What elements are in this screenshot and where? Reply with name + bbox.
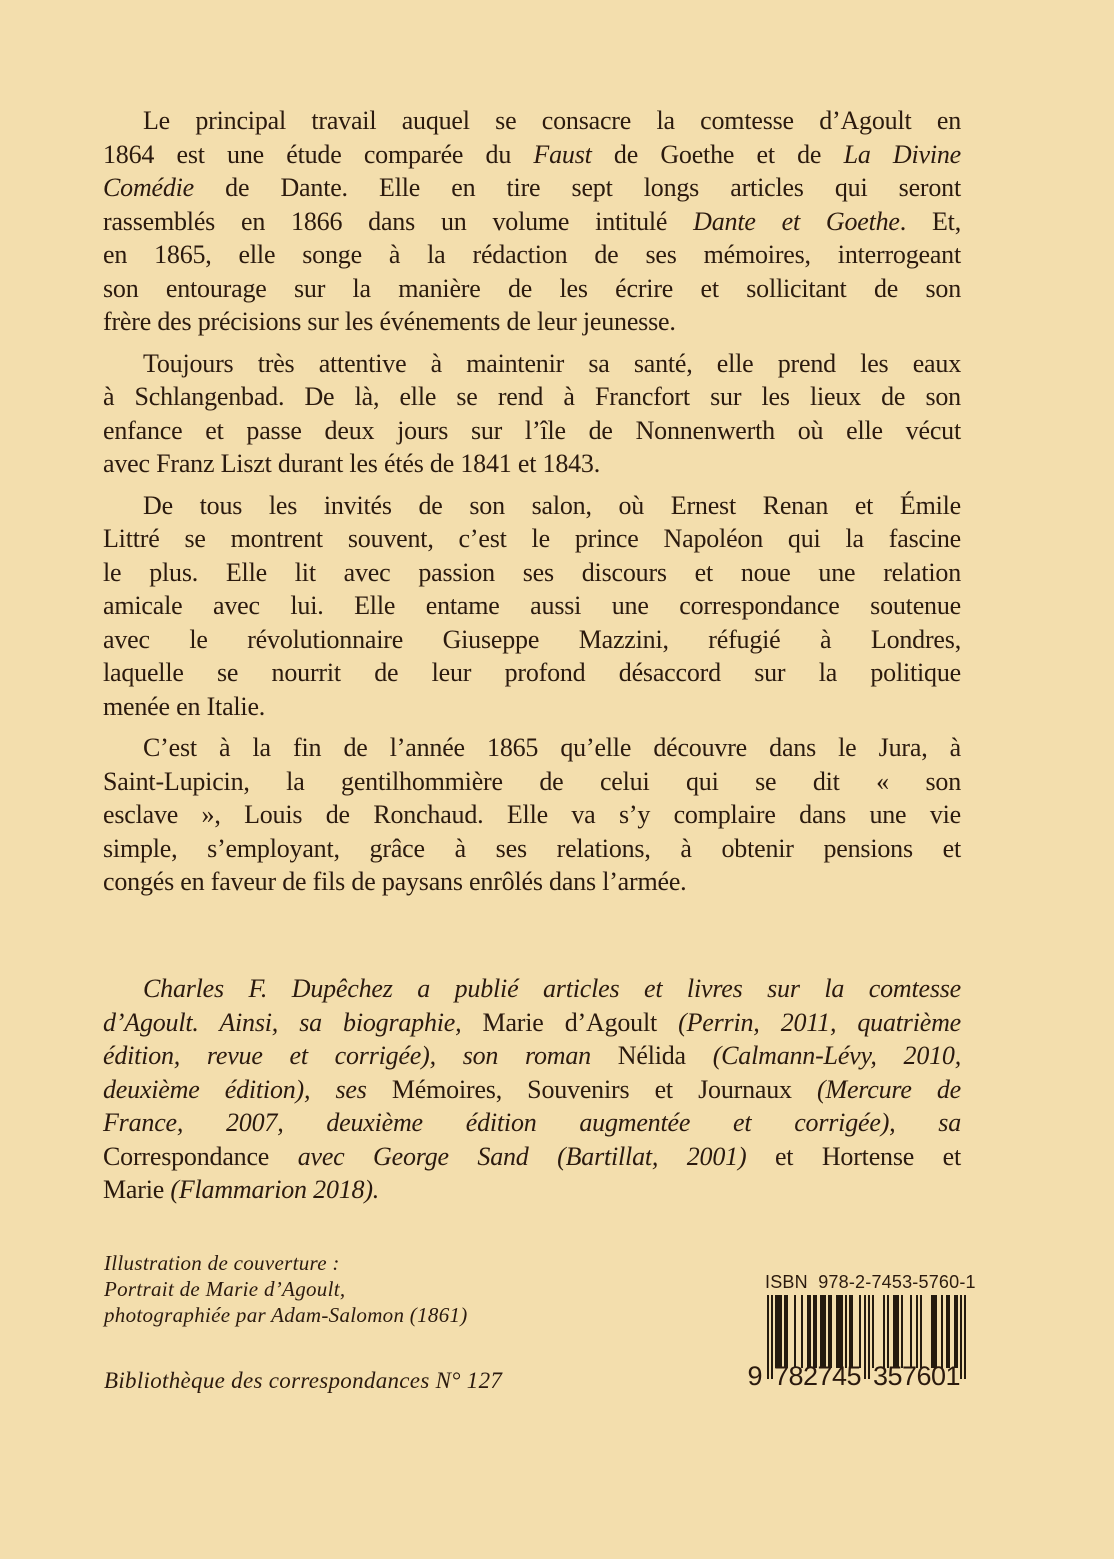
text-line — [103, 765, 961, 799]
credit-line: Portrait de Marie d’Agoult, — [104, 1277, 346, 1301]
text-run: (Perrin, 2011, quatrième — [678, 1007, 961, 1037]
text-line — [103, 414, 961, 448]
barcode-bar — [931, 1295, 937, 1368]
paragraph — [103, 972, 961, 1207]
text-line — [103, 305, 961, 339]
barcode-bar — [801, 1295, 803, 1368]
text-run: en 1865, elle songe à la rédaction de ses mémoires, interrogeant — [103, 240, 961, 269]
collection-series-line: Bibliothèque des correspondances N° 127 — [104, 1368, 503, 1393]
barcode-bar — [767, 1295, 769, 1379]
text-run: enfance et passe deux jours sur l’île de Nonnenwerth où elle vécut — [103, 415, 961, 445]
text-run: (Calmann-Lévy, 2010, — [712, 1041, 962, 1070]
text-run: Nélida — [617, 1041, 713, 1070]
text-run: d’Agoult. Ainsi, sa biographie, — [103, 1007, 483, 1037]
text-run: son entourage sur la manière de les écrire et sollicitant de son — [103, 273, 961, 303]
text-run: à Schlangenbad. De là, elle se rend à Francfort sur les lieux de son — [103, 382, 961, 411]
text-line — [103, 1006, 961, 1040]
barcode-digits-right: 357601 — [872, 1361, 961, 1391]
text-run: Le principal travail auquel se consacre la comtesse d’Agoult en — [143, 106, 961, 135]
credit-line: Illustration de couverture : — [104, 1251, 340, 1275]
text-line — [103, 447, 961, 481]
text-run: C’est à la fin de l’année 1865 qu’elle découvre dans le Jura, à — [143, 733, 961, 762]
text-run: frère des précisions sur les événements de leur jeunesse. — [103, 307, 676, 336]
barcode-bar — [836, 1295, 842, 1368]
text-run: France, 2007, deuxième édition augmentée et corrigée), sa — [103, 1108, 961, 1137]
text-line — [103, 272, 961, 306]
barcode-bar — [883, 1295, 885, 1368]
cover-illustration-credit — [104, 1250, 468, 1328]
barcode-bar — [828, 1295, 832, 1368]
barcode-bar — [887, 1295, 889, 1368]
isbn-label: ISBN 978-2-7453-5760-1 — [765, 1272, 976, 1292]
barcode-bar — [893, 1295, 899, 1368]
text-run: laquelle se nourrit de leur profond désaccord sur la politique — [103, 658, 961, 687]
text-run: Dante et Goethe — [693, 206, 900, 236]
text-run: Saint-Lupicin, la gentilhommière de celui qui se dit « son — [103, 766, 961, 796]
barcode-bar — [859, 1295, 861, 1368]
text-line — [103, 623, 961, 657]
barcode-digits-left: 782745 — [773, 1361, 862, 1391]
text-line — [103, 731, 961, 765]
text-line — [103, 1106, 961, 1140]
text-line — [103, 832, 961, 866]
barcode-bar — [820, 1295, 826, 1368]
text-run: congés en faveur de fils de paysans enrôlés dans l’armée. — [103, 867, 687, 896]
text-line — [103, 380, 961, 414]
text-run: Comédie — [103, 173, 195, 202]
barcode-digit-lead: 9 — [747, 1361, 762, 1391]
text-run: De tous les invités de son salon, où Ernest Renan et Émile — [143, 490, 961, 520]
text-run: Charles F. Dupêchez a publié articles et livres sur la comtesse — [143, 974, 961, 1003]
barcode-bar — [794, 1295, 796, 1368]
text-run: simple, s’employant, grâce à ses relations, à obtenir pensions et — [103, 833, 961, 863]
text-run: édition, revue et corrigée), son roman — [103, 1041, 618, 1070]
text-line — [103, 1173, 961, 1207]
text-line — [103, 589, 961, 623]
text-run: 1864 est une étude comparée du — [103, 139, 534, 169]
text-run: et Hortense et — [774, 1141, 961, 1171]
barcode-bar — [807, 1295, 811, 1368]
text-line — [103, 171, 961, 205]
text-line — [103, 522, 961, 556]
barcode-bar — [813, 1295, 817, 1368]
barcode-bar — [775, 1295, 781, 1368]
text-line — [103, 1073, 961, 1107]
barcode-bar — [964, 1295, 966, 1379]
barcode-bar — [910, 1295, 912, 1368]
barcode-bar — [916, 1295, 918, 1368]
barcode-bar — [864, 1295, 866, 1379]
text-line — [103, 690, 961, 724]
text-line — [103, 138, 961, 172]
text-line — [103, 489, 961, 523]
text-run: Marie — [103, 1175, 171, 1204]
paragraph — [103, 347, 961, 481]
text-line — [103, 205, 961, 239]
text-line — [103, 104, 961, 138]
credit-line: photographiée par Adam-Salomon (1861) — [104, 1303, 468, 1327]
text-run: rassemblés en 1866 dans un volume intitulé — [103, 206, 694, 236]
text-run: (Flammarion 2018). — [170, 1175, 380, 1204]
barcode-bar — [872, 1295, 874, 1368]
text-run: (Mercure de — [817, 1074, 961, 1104]
paragraph — [103, 104, 961, 339]
text-run: de Dante. Elle en tire sept longs articles qui seront — [194, 173, 961, 202]
text-line — [103, 656, 961, 690]
text-run: deuxième édition), ses — [103, 1074, 392, 1104]
text-line — [103, 238, 961, 272]
text-run: esclave », Louis de Ronchaud. Elle va s’y complaire dans une vie — [103, 800, 961, 829]
text-run: La Divine — [843, 139, 962, 169]
text-line — [103, 865, 961, 899]
synopsis-text — [103, 104, 961, 907]
author-bio — [103, 972, 961, 1215]
text-line — [103, 347, 961, 381]
barcode-bar — [920, 1295, 922, 1368]
barcode-bar — [901, 1295, 903, 1368]
barcode-bar — [954, 1295, 958, 1368]
text-run: Faust — [533, 139, 592, 169]
barcode-bar — [784, 1295, 788, 1368]
text-run: Marie d’Agoult — [482, 1007, 679, 1037]
text-run: Correspondance — [103, 1141, 298, 1171]
text-run: avec le révolutionnaire Giuseppe Mazzini, réfugié à Londres, — [103, 624, 961, 654]
text-run: menée en Italie. — [103, 691, 266, 721]
text-run: . Et, — [899, 206, 962, 236]
barcode-bar — [868, 1295, 870, 1379]
barcode-bar — [946, 1295, 950, 1368]
text-line — [103, 1039, 961, 1073]
barcode-bar — [849, 1295, 853, 1368]
text-run: avec Franz Liszt durant les étés de 1841 et 1843. — [103, 449, 601, 478]
text-line — [103, 556, 961, 590]
text-run: amicale avec lui. Elle entame aussi une correspondance soutenue — [103, 591, 961, 620]
text-run: avec George Sand (Bartillat, 2001) — [297, 1141, 775, 1171]
text-line — [103, 798, 961, 832]
paragraph — [103, 731, 961, 899]
text-line — [103, 1140, 961, 1174]
text-run: Toujours très attentive à maintenir sa santé, elle prend les eaux — [143, 348, 961, 378]
text-run: Mémoires, Souvenirs et Journaux — [391, 1074, 818, 1104]
text-line — [103, 972, 961, 1006]
barcode-bar — [845, 1295, 847, 1368]
paragraph — [103, 489, 961, 724]
text-run: Littré se montrent souvent, c’est le prince Napoléon qui la fascine — [103, 524, 961, 553]
barcode-bar — [941, 1295, 943, 1368]
text-run: de Goethe et de — [591, 139, 844, 169]
text-run: le plus. Elle lit avec passion ses discours et noue une relation — [103, 557, 961, 587]
